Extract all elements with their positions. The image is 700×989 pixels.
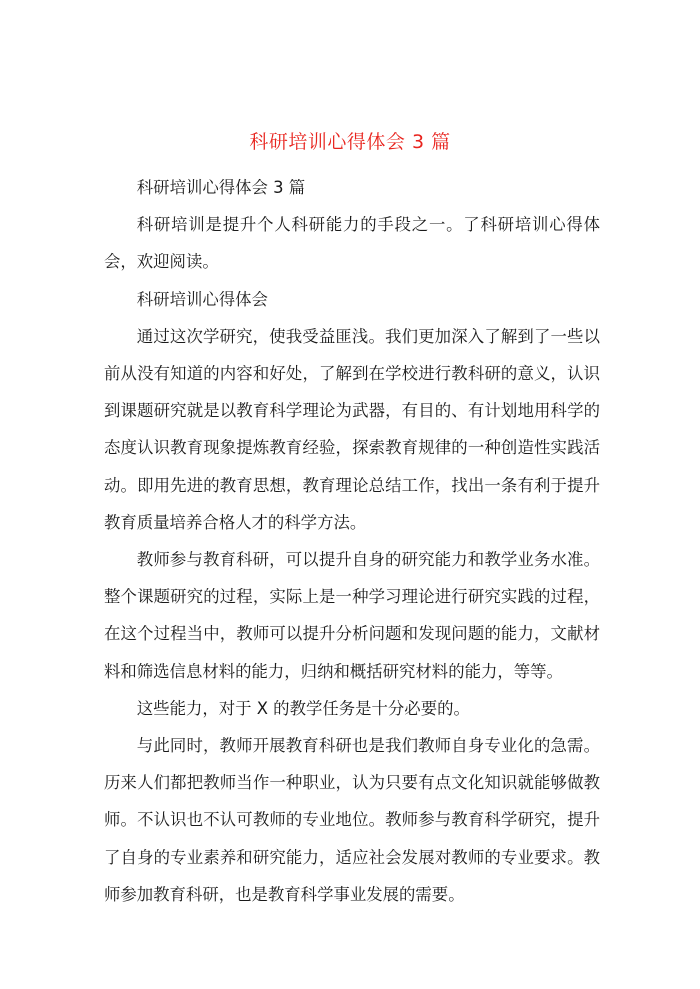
document-body <box>104 169 600 913</box>
body-paragraph: 教师参与教育科研，可以提升自身的研究能力和教学业务水准。整个课题研究的过程，实际上是一种学习理论进行研究实践的过程，在这个过程当中，教师可以提升分析问题和发现问题的能力，文献材料和筛选信息材料的能力，归纳和概括研究材料的能力，等等。 <box>104 550 600 681</box>
intro-paragraph: 科研培训是提升个人科研能力的手段之一。了科研培训心得体会，欢迎阅读。 <box>104 215 600 272</box>
body-paragraph: 这些能力，对于 X 的教学任务是十分必要的。 <box>136 698 470 718</box>
body-paragraph: 通过这次学研究，使我受益匪浅。我们更加深入了解到了一些以前从没有知道的内容和好处，了解到在学校进行教科研的意义，认识到课题研究就是以教育科学理论为武器，有目的、有计划地用科学的态度认识教育现象提炼教育经验，探索教育规律的一种创造性实践活动。即用先进的教育思想，教育理论总结工作，找出一条有利于提升教育质量培养合格人才的科学方法。 <box>104 326 600 532</box>
body-paragraph: 与此同时，教师开展教育科研也是我们教师自身专业化的急需。历来人们都把教师当作一种职业，认为只要有点文化知识就能够做教师。不认识也不认可教师的专业地位。教师参与教育科学研究，提升了自身的专业素养和研究能力，适应社会发展对教师的专业要求。教师参加教育科研，也是教育科学事业发展的需要。 <box>104 736 600 904</box>
section-heading: 科研培训心得体会 <box>136 289 268 309</box>
subtitle-paragraph: 科研培训心得体会 3 篇 <box>136 178 306 197</box>
document-title: 科研培训心得体会 3 篇 <box>249 131 451 153</box>
